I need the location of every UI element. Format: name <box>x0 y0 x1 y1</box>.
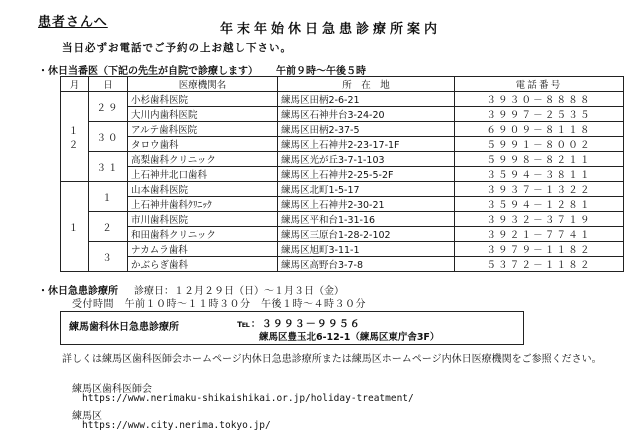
clinic-name-cell: アルテ歯科医院 <box>128 122 278 137</box>
phone-cell: ３９３２－３７１９ <box>455 212 624 227</box>
col-address: 所 在 地 <box>278 77 455 92</box>
dental-association-name: 練馬区歯科医師会 <box>72 384 152 395</box>
table-row <box>61 137 624 152</box>
clinic-name-cell: 市川歯科医院 <box>128 212 278 227</box>
day-cell: ３０ <box>89 122 128 152</box>
address-cell: 練馬区田柄2-6-21 <box>278 92 455 107</box>
emergency-clinic-phone: ℡：３９９３－９９５６ <box>237 319 361 330</box>
table-row <box>61 227 624 242</box>
duty-schedule-table <box>60 76 624 272</box>
clinic-name-cell: 小杉歯科医院 <box>128 92 278 107</box>
day-cell: ３ <box>89 242 128 272</box>
address-cell: 練馬区平和台1-31-16 <box>278 212 455 227</box>
phone-cell: ３９９７－２５３５ <box>455 107 624 122</box>
reception-hours: 受付時間 午前１０時～１１時３０分 午後１時～４時３０分 <box>72 299 366 310</box>
table-row <box>61 122 624 137</box>
day-cell: ２ <box>89 212 128 242</box>
phone-cell: ５９９８－８２１１ <box>455 152 624 167</box>
phone-cell: ３５９４－１２８１ <box>455 197 624 212</box>
phone-cell: ６９０９－８１１８ <box>455 122 624 137</box>
address-cell: 練馬区石神井台3-24-20 <box>278 107 455 122</box>
col-day: 日 <box>89 77 128 92</box>
day-cell: １ <box>89 182 128 212</box>
duty-section-heading <box>38 62 366 77</box>
address-cell: 練馬区旭町3-11-1 <box>278 242 455 257</box>
dental-association-link[interactable]: https://www.nerimaku-shikaishikai.or.jp/holiday-treatment/ <box>82 393 414 404</box>
phone-cell: ３５９４－３８１１ <box>455 167 624 182</box>
col-month: 月 <box>61 77 89 92</box>
clinic-name-cell: かぶらぎ歯科 <box>128 257 278 272</box>
address-cell: 練馬区北町1-5-17 <box>278 182 455 197</box>
phone-cell: ５９９１－８００２ <box>455 137 624 152</box>
month-cell: １ <box>61 182 89 272</box>
audience-heading: 患者さんへ <box>38 15 108 30</box>
address-cell: 練馬区三原台1-28-2-102 <box>278 227 455 242</box>
address-cell: 練馬区上石神井2-30-21 <box>278 197 455 212</box>
address-cell: 練馬区田柄2-37-5 <box>278 122 455 137</box>
table-row <box>61 197 624 212</box>
reservation-notice: 当日必ずお電話でご予約の上お越し下さい。 <box>62 42 292 54</box>
clinic-name-cell: 和田歯科クリニック <box>128 227 278 242</box>
table-row <box>61 242 624 257</box>
phone-cell: ３９３７－１３２２ <box>455 182 624 197</box>
emergency-heading-text: ・休日急患診療所 <box>38 286 118 297</box>
month-cell: １２ <box>61 92 89 182</box>
phone-cell: ３９７９－１１８２ <box>455 242 624 257</box>
address-cell: 練馬区上石神井2-25-5-2F <box>278 167 455 182</box>
clinic-name-cell: 上石神井歯科ｸﾘﾆｯｸ <box>128 197 278 212</box>
ward-name: 練馬区 <box>72 411 102 422</box>
details-note: 詳しくは練馬区歯科医師会ホームページ内休日急患診療所または練馬区ホームページ内休日医療機関をご参照ください。 <box>62 354 602 365</box>
table-row <box>61 92 624 107</box>
schedule-body <box>61 92 624 272</box>
phone-cell: ３９３０－８８８８ <box>455 92 624 107</box>
clinic-name-cell: 大川内歯科医院 <box>128 107 278 122</box>
page-title: 年末年始休日急患診療所案内 <box>220 22 442 37</box>
clinic-name-cell: 高梨歯科クリニック <box>128 152 278 167</box>
phone-cell: ３９２１－７７４１ <box>455 227 624 242</box>
address-cell: 練馬区高野台3-7-8 <box>278 257 455 272</box>
clinic-name-cell: 上石神井北口歯科 <box>128 167 278 182</box>
emergency-clinic-box <box>60 311 524 345</box>
col-clinic-name: 医療機関名 <box>128 77 278 92</box>
col-phone: 電話番号 <box>455 77 624 92</box>
emergency-period: 診療日：１２月２９日（日）～１月３日（金） <box>134 286 344 297</box>
address-cell: 練馬区上石神井2-23-17-1F <box>278 137 455 152</box>
day-cell: ３１ <box>89 152 128 182</box>
day-cell: ２９ <box>89 92 128 122</box>
table-row <box>61 152 624 167</box>
clinic-name-cell: 山本歯科医院 <box>128 182 278 197</box>
table-row <box>61 212 624 227</box>
address-cell: 練馬区光が丘3-7-1-103 <box>278 152 455 167</box>
table-row <box>61 107 624 122</box>
ward-link[interactable]: https://www.city.nerima.tokyo.jp/ <box>82 420 271 431</box>
emergency-clinic-name: 練馬歯科休日急患診療所 <box>69 322 179 333</box>
table-row <box>61 167 624 182</box>
table-row <box>61 257 624 272</box>
table-header-row <box>61 77 624 92</box>
table-row <box>61 182 624 197</box>
duty-hours: 午前９時～午後５時 <box>276 66 366 77</box>
clinic-name-cell: タロウ歯科 <box>128 137 278 152</box>
clinic-name-cell: ナカムラ歯科 <box>128 242 278 257</box>
duty-heading-text: ・休日当番医（下記の先生が自院で診療します） <box>38 66 258 77</box>
phone-cell: ５３７２－１１８２ <box>455 257 624 272</box>
emergency-clinic-address: 練馬区豊玉北6-12-1（練馬区東庁舎3F） <box>259 332 440 343</box>
